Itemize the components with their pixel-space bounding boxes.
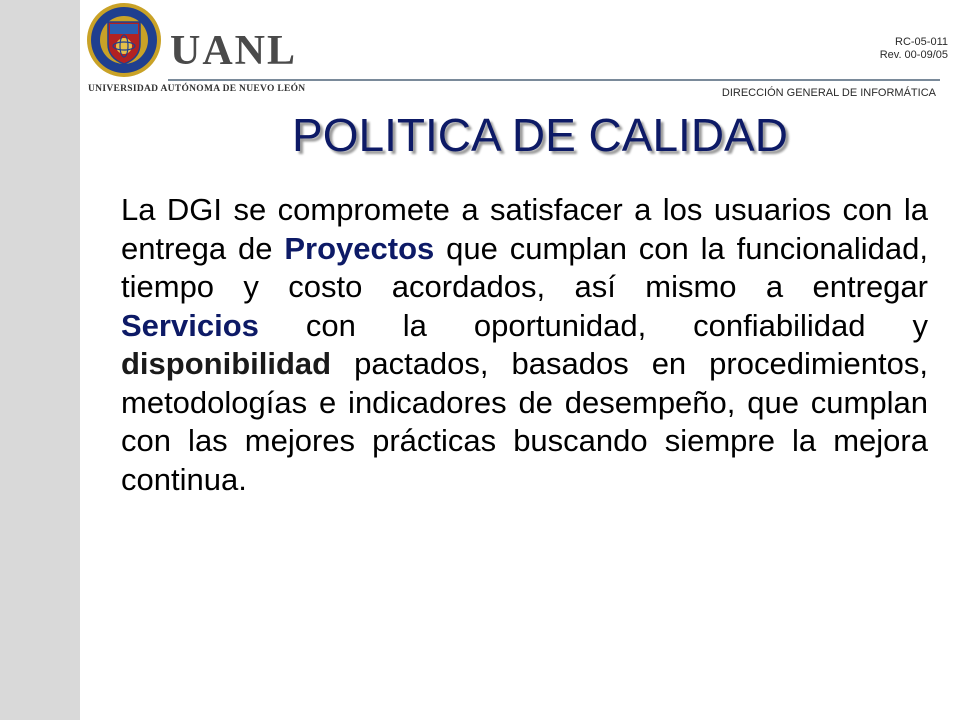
policy-statement bbox=[121, 191, 928, 499]
document-code: RC-05-011 bbox=[895, 36, 948, 48]
document-code-block bbox=[880, 36, 948, 62]
policy-text-2: que cumplan con la funcionalidad, tiempo y costo acordados, así mismo a entregar bbox=[121, 230, 928, 304]
policy-text-3: con la oportunidad, confiabilidad y bbox=[258, 307, 928, 343]
keyword-disponibilidad: disponibilidad bbox=[121, 346, 332, 381]
keyword-servicios: Servicios bbox=[121, 307, 259, 343]
university-name: UNIVERSIDAD AUTÓNOMA DE NUEVO LEÓN bbox=[88, 84, 306, 94]
revision-label: Rev. 00-09/05 bbox=[879, 49, 948, 61]
keyword-proyectos: Proyectos bbox=[284, 230, 435, 266]
header-divider bbox=[168, 79, 940, 81]
department-name: DIRECCIÓN GENERAL DE INFORMÁTICA bbox=[721, 87, 936, 99]
page-title: POLITICA DE CALIDAD bbox=[292, 109, 788, 161]
uanl-seal-icon bbox=[86, 2, 162, 78]
policy-text-1: La DGI se compromete a satisfacer a los usuarios con la entrega de bbox=[121, 192, 928, 266]
policy-text-4: pactados, basados en procedimientos, metodologías e indicadores de desempeño, que cumplan con las mejores prácticas buscando siempre la mejora continua. bbox=[121, 346, 928, 497]
brand-name: UANL bbox=[170, 28, 298, 74]
